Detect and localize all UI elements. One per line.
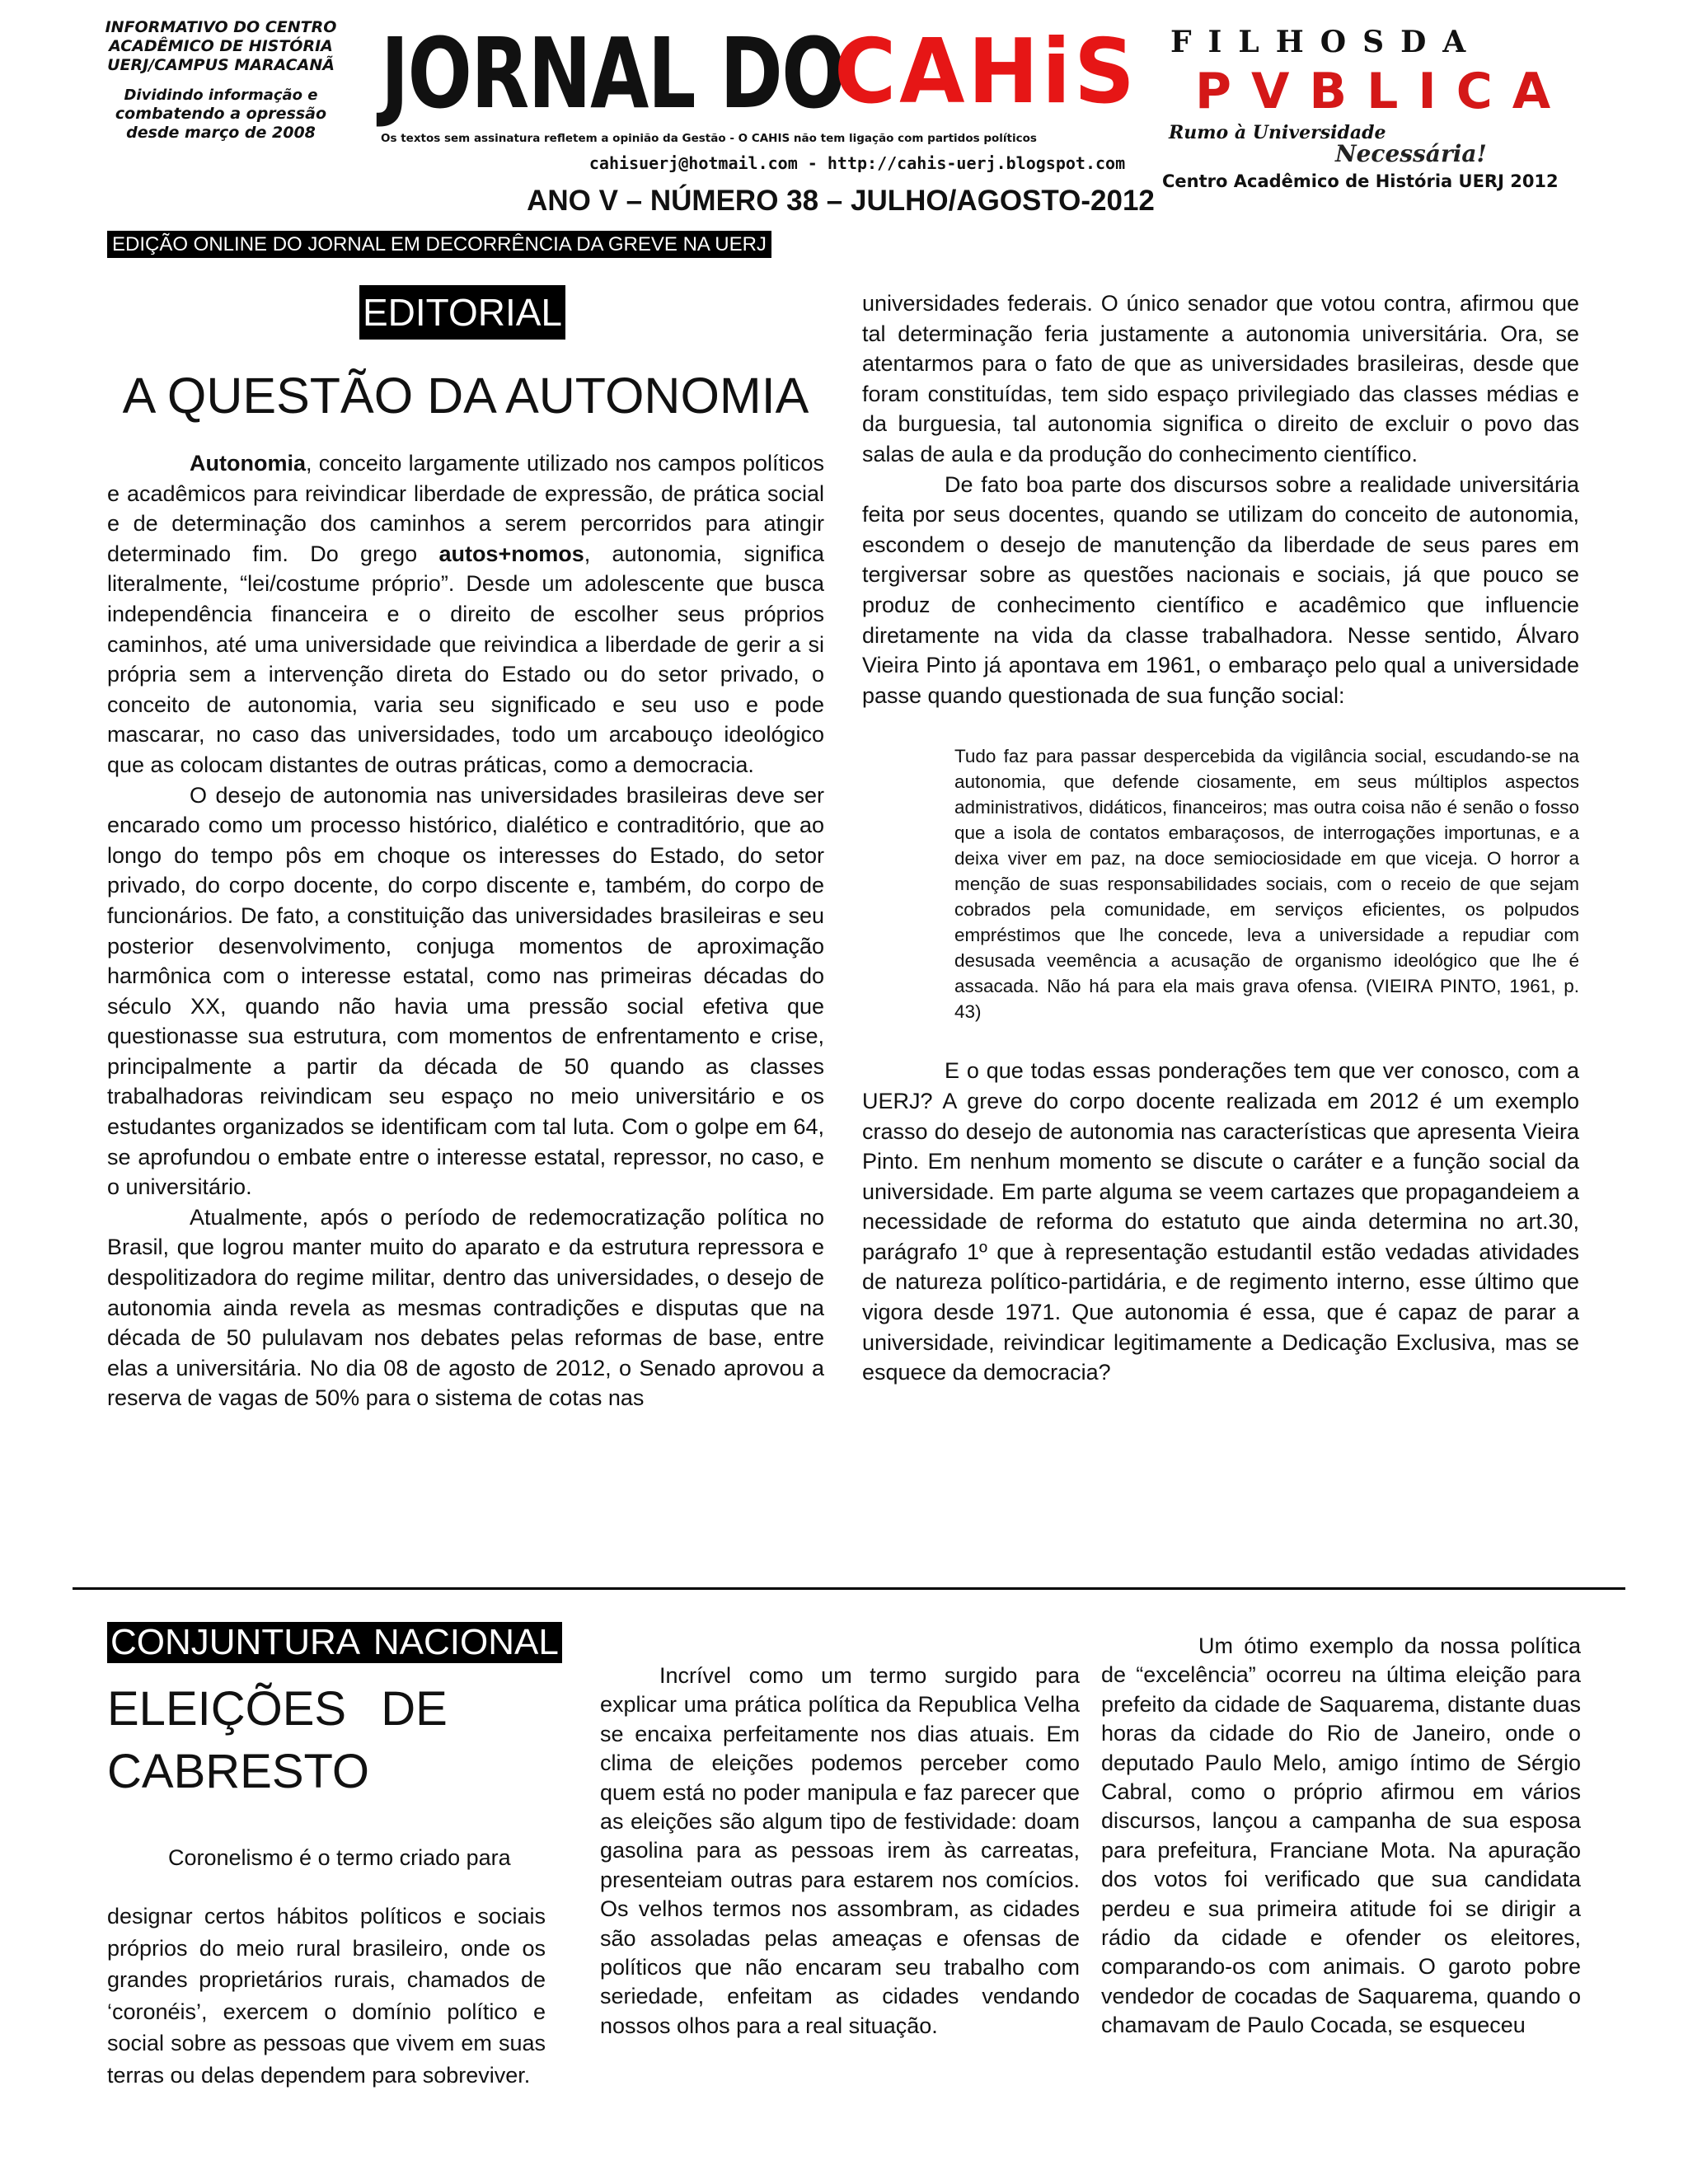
logo-jornal-do: JORNAL DO <box>381 16 845 130</box>
masthead-info-line: ACADÊMICO DE HISTÓRIA <box>109 37 333 55</box>
editorial-column-left <box>107 448 824 1413</box>
masthead-tagline-line: desde março de 2008 <box>126 124 316 142</box>
masthead-info-line: INFORMATIVO DO CENTRO <box>105 18 337 36</box>
bold-term: autos+nomos <box>438 541 584 566</box>
bold-term: Autonomia <box>190 451 306 476</box>
newspaper-logo <box>381 16 1147 145</box>
logo-cahis: CAHiS <box>834 21 1138 124</box>
masthead-contact: cahisuerj@hotmail.com - http://cahis-uerj.blogspot.com <box>588 153 1126 173</box>
masthead-disclaimer: Os textos sem assinatura refletem a opinião da Gestão - O CAHIS não tem ligação com partidos políticos <box>381 132 1037 145</box>
editorial-paragraph: Autonomia, conceito largamente utilizado nos campos políticos e acadêmicos para reivindicar liberdade de expressão, de prática social e de determinação dos caminhos a serem percorridos para atingir determinado fim. Do grego autos+nomos, autonomia, significa literalmente, “lei/costume próprio”. Desde um adolescente que busca independência financeira e o direito de escolher seus próprios caminhos, até uma universidade que reivindica a liberdade de gerir a si própria sem a intervenção direta do Estado ou do setor privado, o conceito de autonomia, varia seu significado e seu uso e pode mascarar, no caso das universidades, todo um arcabouço ideológico que as colocam distantes de outras práticas, como a democracia. <box>107 451 824 777</box>
logo-necessaria: Necessária! <box>1335 140 1487 167</box>
editorial-paragraph: O desejo de autonomia nas universidades brasileiras deve ser encarado como um processo histórico, dialético e contraditório, que ao longo do tempo pôs em choque os interesses do Estado, do setor privado, do corpo docente, do corpo discente e, também, do corpo de funcionários. De fato, a constituição das universidades brasileiras e seu posterior desenvolvimento, conjuga momentos de aproximação harmônica com o interesse estatal, como nas primeiras décadas do século XX, quando não havia uma pressão social efetiva que questionasse sua estrutura, com momentos de enfrentamento e crise, principalmente a partir da década de 50 quando as classes trabalhadoras reivindicam seu espaço no meio universitário e os estudantes organizados se identificam com tal luta. Com o golpe em 64, se aprofundou o embate entre o interesse estatal, repressor, no caso, e o universitário. <box>107 782 824 1200</box>
logo-centro-academico: Centro Acadêmico de História UERJ 2012 <box>1162 171 1559 191</box>
editorial-title: A QUESTÃO DA AUTONOMIA <box>122 368 809 424</box>
logo-publica: PVBLICA <box>1195 63 1571 120</box>
article-title-line: ELEIÇÕES DE <box>107 1682 448 1736</box>
conjuntura-column-3: Um ótimo exemplo da nossa política de “excelência” ocorreu na última eleição para prefeito da cidade de Saquarema, distante duas horas da cidade do Rio de Janeiro, onde o deputado Paulo Melo, amigo íntimo de Sérgio Cabral, como o próprio afirmou em vários discursos, lançou a campanha de sua esposa para prefeitura, Franciane Mota. Na apuração dos votos foi verificado que sua candidata perdeu e sua primeira atitude foi se dirigir a rádio da cidade e ofender os eleitores, comparando-os com animais. O garoto pobre vendedor de cocadas de Saquarema, quando o chamavam de Paulo Cocada, se esqueceu <box>1101 1633 1581 2038</box>
conjuntura-paragraph-first-line: Coronelismo é o termo criado para <box>168 1845 511 1870</box>
section-tag-conjuntura: CONJUNTURA NACIONAL <box>107 1622 562 1663</box>
article-title-line: CABRESTO <box>107 1745 370 1798</box>
conjuntura-column-2: Incrível como um termo surgido para explicar uma prática política da Republica Velha se encaixa perfeitamente nos dias atuais. Em clima de eleições podemos perceber como quem está no poder manipula e faz parecer que as eleições são algum tipo de festividade: doam gasolina para as pessoas irem às carreatas, presenteiam outras para estarem nos comícios. Os velhos termos nos assombram, as cidades são assoladas pelas ameaças e ofensas de políticos que não encaram seu trabalho com seriedade, enfeitam as cidades vendando nossos olhos para a real situação. <box>600 1663 1080 2038</box>
online-edition-banner: EDIÇÃO ONLINE DO JORNAL EM DECORRÊNCIA DA GREVE NA UERJ <box>107 231 771 258</box>
masthead-tagline-line: Dividindo informação e <box>124 87 318 104</box>
editorial-paragraph: Atualmente, após o período de redemocratização política no Brasil, que logrou manter muito do aparato e da estrutura repressora e despolitizadora do regime militar, dentro das universidades, o desejo de autonomia ainda revela as mesmas contradições e disputas que na década de 50 pululavam nos debates pelas reformas de base, entre elas a universitária. No dia 08 de agosto de 2012, o Senado aprovou a reserva de vagas de 50% para o sistema de cotas nas <box>107 1204 824 1411</box>
issue-line: ANO V – NÚMERO 38 – JULHO/AGOSTO-2012 <box>527 185 1155 217</box>
conjuntura-column-1: designar certos hábitos políticos e sociais próprios do meio rural brasileiro, onde os grandes proprietários rurais, chamados de ‘coronéis’, exercem o domínio político e social sobre as pessoas que vivem em suas terras ou delas dependem para sobreviver. <box>107 1904 546 2088</box>
editorial-paragraph: universidades federais. O único senador que votou contra, afirmou que tal determinação feria justamente a autonomia universitária. Ora, se atentarmos para o fato de que as universidades brasileiras, desde que foram constituídas, tem sido espaço privilegiado das classes médias e da burguesia, tal autonomia significa o direito de excluir o povo das salas de aula e da produção do conhecimento científico. <box>862 291 1579 466</box>
masthead-info-line: UERJ/CAMPUS MARACANÃ <box>107 56 335 74</box>
editorial-paragraph: De fato boa parte dos discursos sobre a realidade universitária feita por seus docentes, quando se utilizam do conceito de autonomia, escondem o desejo de manutenção da liberdade de seus pares em tergiversar sobre as questões nacionais e sociais, já que pouco se produz de conhecimento científico e acadêmico que influencie diretamente na vida da classe trabalhadora. Nesse sentido, Álvaro Vieira Pinto já apontava em 1961, o embaraço pelo qual a universidade passe quando questionada de sua função social: <box>862 471 1579 708</box>
section-tag-editorial: EDITORIAL <box>359 285 565 340</box>
block-quote: Tudo faz para passar despercebida da vigilância social, escudando-se na autonomia, que defende ciosamente, em seus múltiplos aspectos administrativos, didáticos, financeiros; mas outra coisa não é senão o fosso que a isola de contatos embaraçosos, de interrogações importunas, e a deixa viver em paz, na doce semiociosidade em que viceja. O horror a menção de suas responsabilidades sociais, com o receio de que sejam cobrados pela comunidade, em serviços eficientes, os polpudos empréstimos que lhe concede, leva a universidade a repudiar com desusada veemência a acusação de organismo ideológico que lhe é assacada. Não há para ela mais grava ofensa. (VIEIRA PINTO, 1961, p. 43) <box>954 746 1579 1023</box>
filhos-da-publica-logo <box>1162 25 1624 191</box>
section-divider <box>73 1587 1625 1590</box>
logo-rumo: Rumo à Universidade <box>1169 122 1386 143</box>
editorial-paragraph: E o que todas essas ponderações tem que ver conosco, com a UERJ? A greve do corpo docente realizada em 2012 é um exemplo crasso do desejo de autonomia nas características que apresenta Vieira Pinto. Em nenhum momento se discute o caráter e a função social da universidade. Em parte alguma se veem cartazes que propagandeiem a necessidade de reforma do estatuto que ainda determina no art.30, parágrafo 1º que à representação estudantil estão vedadas atividades de natureza político-partidária, e de regimento interno, esse último que vigora desde 1971. Que autonomia é essa, que é capaz de parar a universidade, reivindicar legitimamente a Dedicação Exclusiva, mas se esquece da democracia? <box>862 1058 1579 1385</box>
masthead-center-info <box>89 18 353 143</box>
masthead-tagline-line: combatendo a opressão <box>115 105 327 123</box>
logo-filhos-da: FILHOSDA <box>1170 25 1483 59</box>
editorial-column-right <box>862 288 1579 1388</box>
